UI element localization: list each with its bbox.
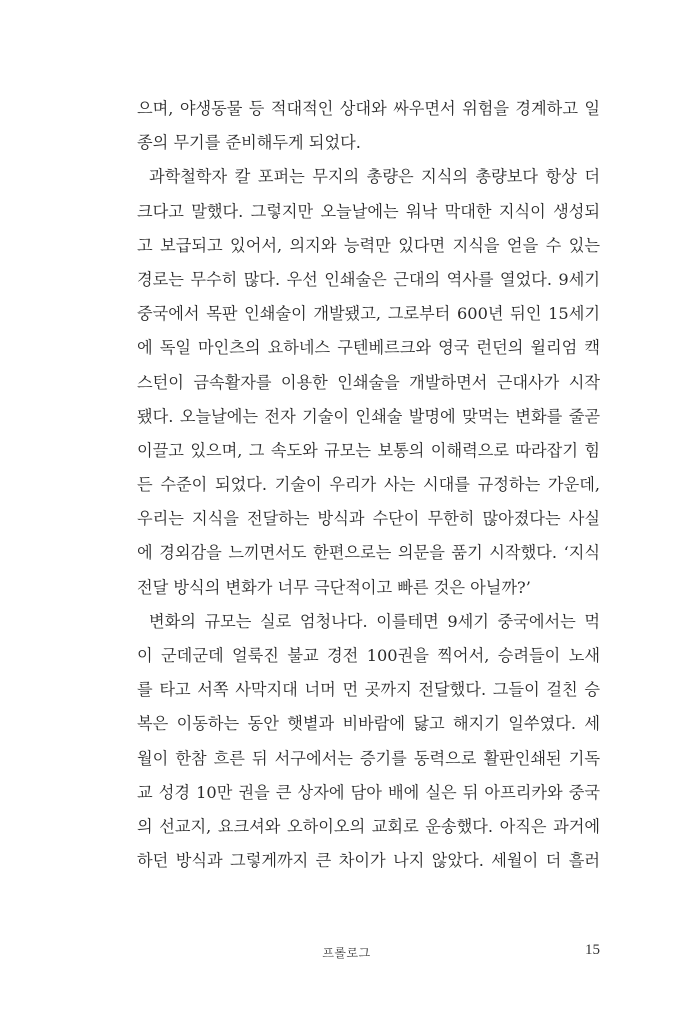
text-line: 에 경외감을 느끼면서도 한편으로는 의문을 품기 시작했다. ‘지식	[137, 543, 600, 563]
text-line: 으며, 야생동물 등 적대적인 상대와 싸우면서 위험을 경계하고 일	[137, 99, 600, 118]
text-line: 변화의 규모는 실로 엄청나다. 이를테면 9세기 중국에서는 먹	[149, 611, 600, 631]
text-line: 이끌고 있으며, 그 속도와 규모는 보통의 이해력으로 따라잡기 힘	[137, 440, 600, 460]
text-line: 고 보급되고 있어서, 의지와 능력만 있다면 지식을 얻을 수 있는	[137, 235, 600, 255]
text-line: 스턴이 금속활자를 이용한 인쇄술을 개발하면서 근대사가 시작	[137, 372, 600, 392]
text-line: 월이 한참 흐른 뒤 서구에서는 증기를 동력으로 활판인쇄된 기독	[137, 748, 600, 768]
page-body	[137, 92, 600, 878]
page-number: 15	[585, 942, 600, 958]
text-line: 경로는 무수히 많다. 우선 인쇄술은 근대의 역사를 열었다. 9세기	[137, 269, 600, 289]
text-line: 전달 방식의 변화가 너무 극단적이고 빠른 것은 아닐까?’	[137, 577, 531, 597]
text-line: 중국에서 목판 인쇄술이 개발됐고, 그로부터 600년 뒤인 15세기	[137, 304, 600, 324]
text-line: 하던 방식과 그렇게까지 큰 차이가 나지 않았다. 세월이 더 흘러	[137, 851, 600, 871]
running-footer-title: 프롤로그	[322, 946, 371, 960]
text-line: 종의 무기를 준비해두게 되었다.	[137, 133, 361, 153]
text-line: 교 성경 10만 권을 큰 상자에 담아 배에 실은 뒤 아프리카와 중국	[137, 782, 600, 802]
text-line: 복은 이동하는 동안 햇볕과 비바람에 닳고 해지기 일쑤였다. 세	[137, 714, 600, 734]
text-line: 든 수준이 되었다. 기술이 우리가 사는 시대를 규정하는 가운데,	[137, 475, 600, 495]
text-line: 됐다. 오늘날에는 전자 기술이 인쇄술 발명에 맞먹는 변화를 줄곧	[137, 406, 600, 426]
text-line: 과학철학자 칼 포퍼는 무지의 총량은 지식의 총량보다 항상 더	[149, 167, 600, 187]
text-line: 이 군데군데 얼룩진 불교 경전 100권을 찍어서, 승려들이 노새	[137, 646, 600, 665]
text-line: 크다고 말했다. 그렇지만 오늘날에는 워낙 막대한 지식이 생성되	[137, 201, 600, 221]
text-line: 의 선교지, 요크셔와 오하이오의 교회로 운송했다. 아직은 과거에	[137, 816, 600, 836]
text-line: 를 타고 서쪽 사막지대 너머 먼 곳까지 전달했다. 그들이 걸친 승	[137, 680, 600, 700]
text-line: 우리는 지식을 전달하는 방식과 수단이 무한히 많아졌다는 사실	[137, 509, 600, 529]
text-line: 에 독일 마인츠의 요하네스 구텐베르크와 영국 런던의 윌리엄 캑	[137, 338, 600, 358]
